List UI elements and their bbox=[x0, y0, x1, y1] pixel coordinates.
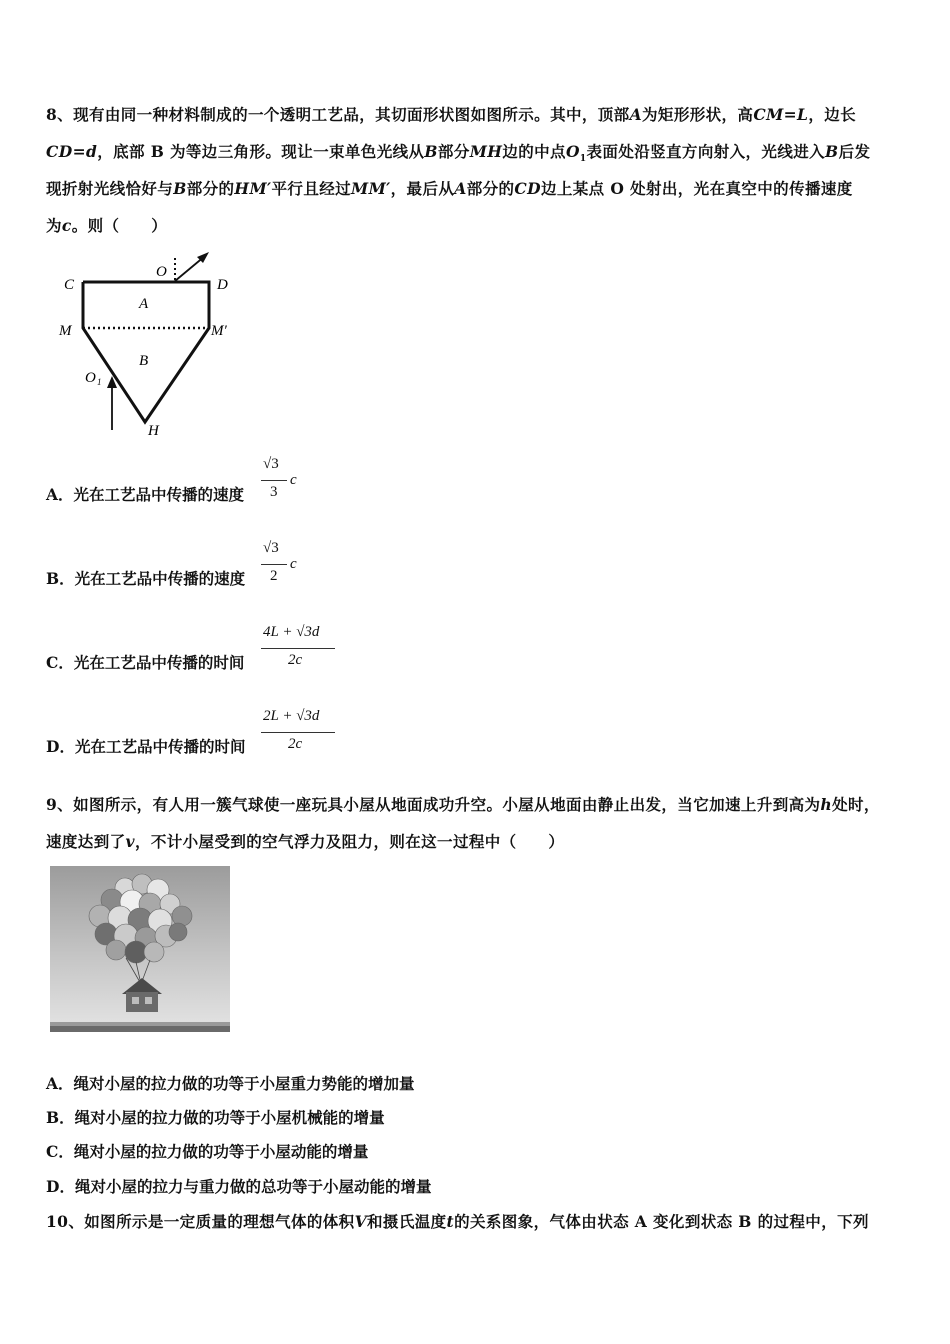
q8-var: B bbox=[825, 142, 839, 161]
fraction-bar bbox=[261, 480, 287, 481]
fraction-numerator: √3 bbox=[263, 540, 279, 556]
balloon-house-photo bbox=[50, 866, 230, 1038]
q8-text: ，最后从 bbox=[390, 179, 455, 198]
q8-line-1 bbox=[46, 103, 856, 125]
label-A: A bbox=[139, 296, 149, 312]
fraction-denominator: 2c bbox=[288, 652, 303, 668]
fraction-bar bbox=[261, 648, 335, 649]
label-M-prime: M′ bbox=[211, 323, 227, 339]
fraction-numerator: 2L + √3d bbox=[263, 708, 320, 724]
q9-var: h bbox=[820, 795, 833, 814]
q8-text: 部分的 bbox=[186, 179, 235, 198]
label-D: D bbox=[217, 277, 228, 293]
fraction-denominator: 2c bbox=[288, 736, 303, 752]
ground bbox=[50, 1026, 230, 1032]
q8-var: CD bbox=[514, 179, 541, 198]
q8-var: O bbox=[565, 142, 580, 161]
q8-var: A bbox=[454, 179, 467, 198]
q8-text: 边的中点 bbox=[502, 142, 566, 161]
q8-text: 后发 bbox=[838, 142, 871, 161]
q8-sub: 1 bbox=[579, 154, 587, 165]
option-label: D．绳对小屋的拉力与重力做的总功等于小屋动能的增量 bbox=[46, 1177, 432, 1196]
fraction-numerator: √3 bbox=[263, 456, 279, 472]
q8-option-d-fraction bbox=[260, 708, 340, 758]
fraction-bar bbox=[261, 732, 335, 733]
label-O: O bbox=[156, 264, 167, 280]
q8-var: c bbox=[61, 216, 72, 235]
q8-line-4 bbox=[46, 214, 167, 236]
q8-var: MM′ bbox=[351, 179, 391, 198]
q10-text: 10、如图所示是一定质量的理想气体的体积 bbox=[46, 1212, 355, 1231]
q9-option-d[interactable] bbox=[46, 1175, 431, 1197]
q8-var: MH bbox=[469, 142, 503, 161]
q8-text: 。则（ ） bbox=[71, 216, 168, 235]
q8-var: A bbox=[629, 105, 643, 124]
q8-option-c-fraction bbox=[260, 624, 340, 674]
fraction-numerator: 4L + √3d bbox=[263, 624, 320, 640]
label-M: M bbox=[59, 323, 72, 339]
fraction-tail: c bbox=[290, 472, 297, 488]
option-label: C．光在工艺品中传播的时间 bbox=[46, 653, 245, 672]
q9-line-2 bbox=[46, 830, 564, 852]
q9-text: 处时， bbox=[832, 795, 880, 814]
q8-text: 8、现有由同一种材料制成的一个透明工艺品，其切面形状图如图所示。其中，顶部 bbox=[46, 105, 630, 124]
fraction-denominator: 2 bbox=[270, 568, 278, 584]
q8-option-c[interactable] bbox=[46, 651, 244, 673]
q8-text: ，底部 B 为等边三角形。现让一束单色光线从 bbox=[97, 142, 425, 161]
fraction-bar bbox=[261, 564, 287, 565]
q8-var: B bbox=[424, 142, 438, 161]
label-C: C bbox=[64, 277, 75, 293]
option-label: A．绳对小屋的拉力做的功等于小屋重力势能的增加量 bbox=[46, 1074, 415, 1093]
q8-prism-figure bbox=[55, 248, 245, 438]
q8-text: 平行且经过 bbox=[271, 179, 352, 198]
q8-option-b[interactable] bbox=[46, 567, 245, 589]
option-label: D．光在工艺品中传播的时间 bbox=[46, 737, 246, 756]
q8-text: 为矩形形状，高 bbox=[642, 105, 754, 124]
q10-var: V bbox=[354, 1212, 368, 1231]
q8-text: 边上某点 O 处射出，光在真空中的传播速度 bbox=[540, 179, 853, 198]
q9-option-b[interactable] bbox=[46, 1106, 385, 1128]
fraction-tail: c bbox=[290, 556, 297, 572]
option-label: B．光在工艺品中传播的速度 bbox=[46, 569, 246, 588]
label-O1-sub: 1 bbox=[97, 377, 102, 387]
q8-option-b-fraction bbox=[260, 540, 310, 590]
q8-text: 表面处沿竖直方向射入，光线进入 bbox=[586, 142, 826, 161]
option-label: B．绳对小屋的拉力做的功等于小屋机械能的增量 bbox=[46, 1108, 385, 1127]
q10-text: 和摄氏温度 bbox=[367, 1212, 447, 1231]
q8-var: B bbox=[173, 179, 187, 198]
q10-line-1 bbox=[46, 1210, 869, 1232]
label-B: B bbox=[139, 353, 149, 369]
q8-text: 为 bbox=[46, 216, 62, 235]
q9-option-c[interactable] bbox=[46, 1140, 368, 1162]
q9-line-1 bbox=[46, 793, 880, 815]
q8-line-2 bbox=[46, 140, 870, 164]
q10-text: 的关系图象，气体由状态 A 变化到状态 B 的过程中，下列 bbox=[454, 1212, 869, 1231]
q8-var: CD=d bbox=[46, 142, 98, 161]
q9-text: ，不计小屋受到的空气浮力及阻力，则在这一过程中（ ） bbox=[134, 832, 565, 851]
q8-option-a[interactable] bbox=[46, 483, 244, 505]
q8-text: 部分的 bbox=[466, 179, 515, 198]
q8-text: 部分 bbox=[437, 142, 470, 161]
q8-line-3 bbox=[46, 177, 853, 199]
q8-text: ，边长 bbox=[808, 105, 857, 124]
label-O1: O bbox=[85, 370, 96, 386]
q8-option-a-fraction bbox=[260, 456, 310, 506]
q9-var: v bbox=[125, 832, 135, 851]
option-label: C．绳对小屋的拉力做的功等于小屋动能的增量 bbox=[46, 1142, 369, 1161]
q8-var: CM=L bbox=[753, 105, 809, 124]
q8-text: 现折射光线恰好与 bbox=[46, 179, 174, 198]
fraction-denominator: 3 bbox=[270, 484, 278, 500]
q8-option-d[interactable] bbox=[46, 735, 245, 757]
q8-var: HM′ bbox=[234, 179, 272, 198]
q10-var: t bbox=[446, 1212, 455, 1231]
q9-text: 速度达到了 bbox=[46, 832, 126, 851]
option-label: A．光在工艺品中传播的速度 bbox=[46, 485, 245, 504]
q9-option-a[interactable] bbox=[46, 1072, 415, 1094]
q9-text: 9、如图所示，有人用一簇气球使一座玩具小屋从地面成功升空。小屋从地面由静止出发，当它加速上升到高为 bbox=[46, 795, 821, 814]
label-H: H bbox=[148, 423, 159, 438]
